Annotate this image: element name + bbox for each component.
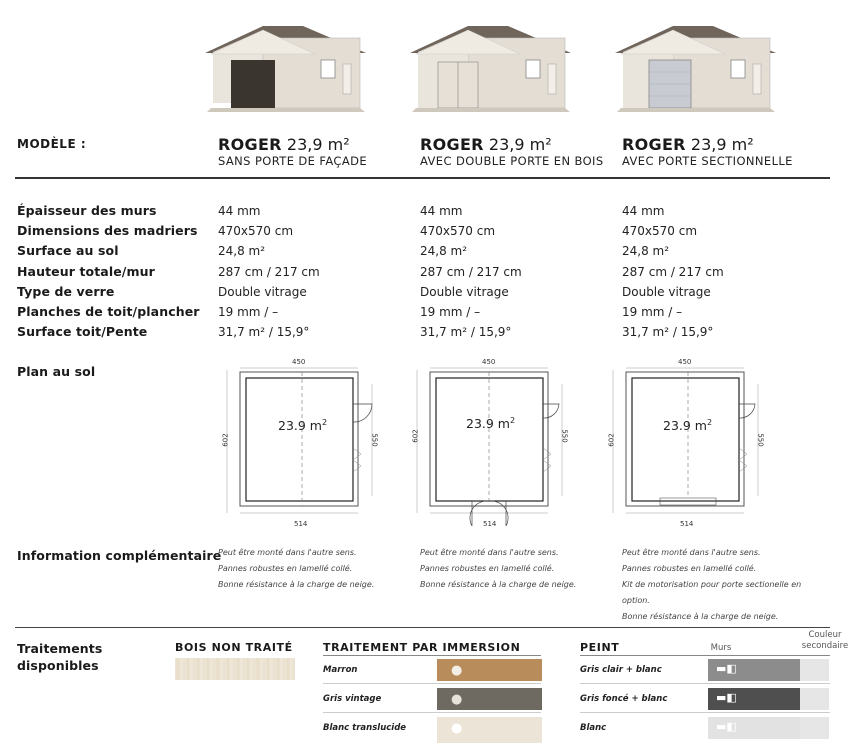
floor-area: 23.9 $m^2$ (466, 416, 516, 432)
spec-label: Hauteur totale/mur (17, 263, 155, 279)
spec-value: 24,8 m² (420, 244, 468, 259)
spec-values-2 (420, 201, 522, 342)
info-label: Information complémentaire (17, 548, 222, 563)
dim-left: 602 (607, 433, 616, 447)
spec-value: 31,7 m² / 15,9° (622, 325, 714, 340)
header-divider (15, 177, 830, 179)
model-name: ROGER 23,9 m² (622, 135, 754, 154)
floor-plan-3 (608, 356, 778, 531)
model-header-1 (218, 135, 367, 168)
info-line: Bonne résistance à la charge de neige. (622, 612, 779, 621)
spec-value: 19 mm / – (218, 305, 279, 320)
paint-secondary-swatch (800, 688, 829, 710)
spec-label: Planches de toit/plancher (17, 304, 200, 320)
info-line: Pannes robustes en lamellé collé. (622, 564, 757, 573)
info-line: option. (622, 596, 650, 605)
spec-value: 287 cm / 217 cm (622, 264, 724, 279)
dim-left: 602 (411, 429, 420, 443)
dim-left: 602 (221, 433, 230, 447)
dim-bottom: 514 (680, 520, 694, 528)
dim-right: 550 (560, 429, 569, 443)
spec-values-3 (622, 201, 724, 342)
model-name: ROGER 23,9 m² (218, 135, 350, 154)
row-divider (323, 712, 541, 713)
paint-row-label: Gris clair + blanc (580, 665, 662, 675)
immersion-row-label: Blanc translucide (323, 723, 407, 733)
spec-value: Double vitrage (218, 284, 307, 299)
row-divider (580, 683, 830, 684)
dim-right: 550 (756, 433, 765, 447)
immersion-divider (323, 655, 541, 656)
info-column-1 (218, 545, 374, 593)
spec-value: 470x570 cm (218, 224, 294, 239)
dim-top: 450 (292, 358, 306, 366)
spec-label: Dimensions des madriers (17, 223, 198, 239)
spec-label: Surface au sol (17, 243, 119, 259)
paint-heading: PEINT (580, 641, 620, 654)
brush-icon: ▬◧ (716, 720, 737, 733)
dim-bottom: 514 (294, 520, 308, 528)
spec-value: 24,8 m² (218, 244, 266, 259)
model-subtitle: AVEC DOUBLE PORTE EN BOIS (420, 154, 604, 168)
row-divider (580, 712, 830, 713)
spec-value: 31,7 m² / 15,9° (218, 325, 310, 340)
floor-plan-label: Plan au sol (17, 364, 96, 379)
spec-label: Surface toit/Pente (17, 324, 148, 340)
immersion-row-label: Marron (323, 665, 358, 675)
dim-right: 550 (370, 433, 379, 447)
model-label: MODÈLE : (17, 137, 87, 151)
treatments-divider (15, 627, 830, 628)
info-line: Pannes robustes en lamellé collé. (218, 564, 353, 573)
drop-icon: ● (451, 721, 463, 736)
spec-value: 19 mm / – (420, 305, 481, 320)
model-subtitle: SANS PORTE DE FAÇADE (218, 154, 368, 168)
garage-thumbnail-sectional (613, 8, 778, 113)
model-subtitle: AVEC PORTE SECTIONNELLE (622, 154, 793, 168)
raw-wood-swatch (175, 658, 295, 680)
info-line: Bonne résistance à la charge de neige. (218, 580, 375, 589)
spec-values-1 (218, 201, 320, 342)
info-line: Peut être monté dans l'autre sens. (420, 548, 559, 557)
info-line: Bonne résistance à la charge de neige. (420, 580, 577, 589)
treatments-label: Traitements disponibles (17, 641, 103, 673)
paint-row-label: Blanc (580, 723, 607, 733)
spec-value: 44 mm (218, 204, 261, 218)
model-name: ROGER 23,9 m² (420, 135, 552, 154)
brush-icon: ▬◧ (716, 691, 737, 704)
info-line: Pannes robustes en lamellé collé. (420, 564, 555, 573)
floor-area: 23.9 $m^2$ (663, 418, 713, 434)
spec-value: 19 mm / – (622, 305, 683, 320)
row-divider (323, 683, 541, 684)
immersion-heading: TRAITEMENT PAR IMMERSION (323, 641, 521, 654)
dim-top: 450 (482, 358, 496, 366)
paint-divider (580, 655, 830, 656)
spec-value: 470x570 cm (622, 224, 698, 239)
spec-label: Épaisseur des murs (17, 203, 157, 218)
info-column-2 (420, 545, 576, 593)
raw-wood-heading: BOIS NON TRAITÉ (175, 641, 293, 654)
drop-icon: ● (451, 692, 463, 707)
brush-icon: ▬◧ (716, 662, 737, 675)
garage-thumbnail-double-door (408, 8, 573, 113)
spec-value: 470x570 cm (420, 224, 496, 239)
secondary-color-header: Couleur secondaire (801, 630, 849, 651)
spec-value: Double vitrage (622, 284, 711, 299)
paint-secondary-swatch (800, 659, 829, 681)
paint-secondary-swatch (800, 717, 829, 739)
spec-value: 31,7 m² / 15,9° (420, 325, 512, 340)
paint-row-label: Gris foncé + blanc (580, 694, 668, 704)
spec-value: 287 cm / 217 cm (218, 264, 320, 279)
spec-value: Double vitrage (420, 284, 509, 299)
model-header-2 (420, 135, 604, 168)
dim-top: 450 (678, 358, 692, 366)
immersion-row-label: Gris vintage (323, 694, 382, 704)
dim-bottom: 514 (483, 520, 497, 528)
garage-thumbnail-open (203, 8, 368, 113)
walls-header: Murs (710, 643, 732, 653)
info-line: Kit de motorisation pour porte sectionelle en (622, 580, 802, 589)
floor-plan-1 (222, 356, 392, 531)
floor-area: 23.9 $m^2$ (278, 418, 328, 434)
spec-value: 287 cm / 217 cm (420, 264, 522, 279)
info-line: Peut être monté dans l'autre sens. (622, 548, 761, 557)
info-column-3 (622, 545, 801, 625)
spec-value: 44 mm (420, 204, 463, 218)
info-line: Peut être monté dans l'autre sens. (218, 548, 357, 557)
model-header-3 (622, 135, 793, 168)
floor-plan-2 (412, 356, 582, 531)
spec-label: Type de verre (17, 283, 115, 299)
spec-value: 44 mm (622, 204, 665, 218)
spec-value: 24,8 m² (622, 244, 670, 259)
spec-labels (17, 201, 200, 342)
drop-icon: ● (451, 663, 463, 678)
